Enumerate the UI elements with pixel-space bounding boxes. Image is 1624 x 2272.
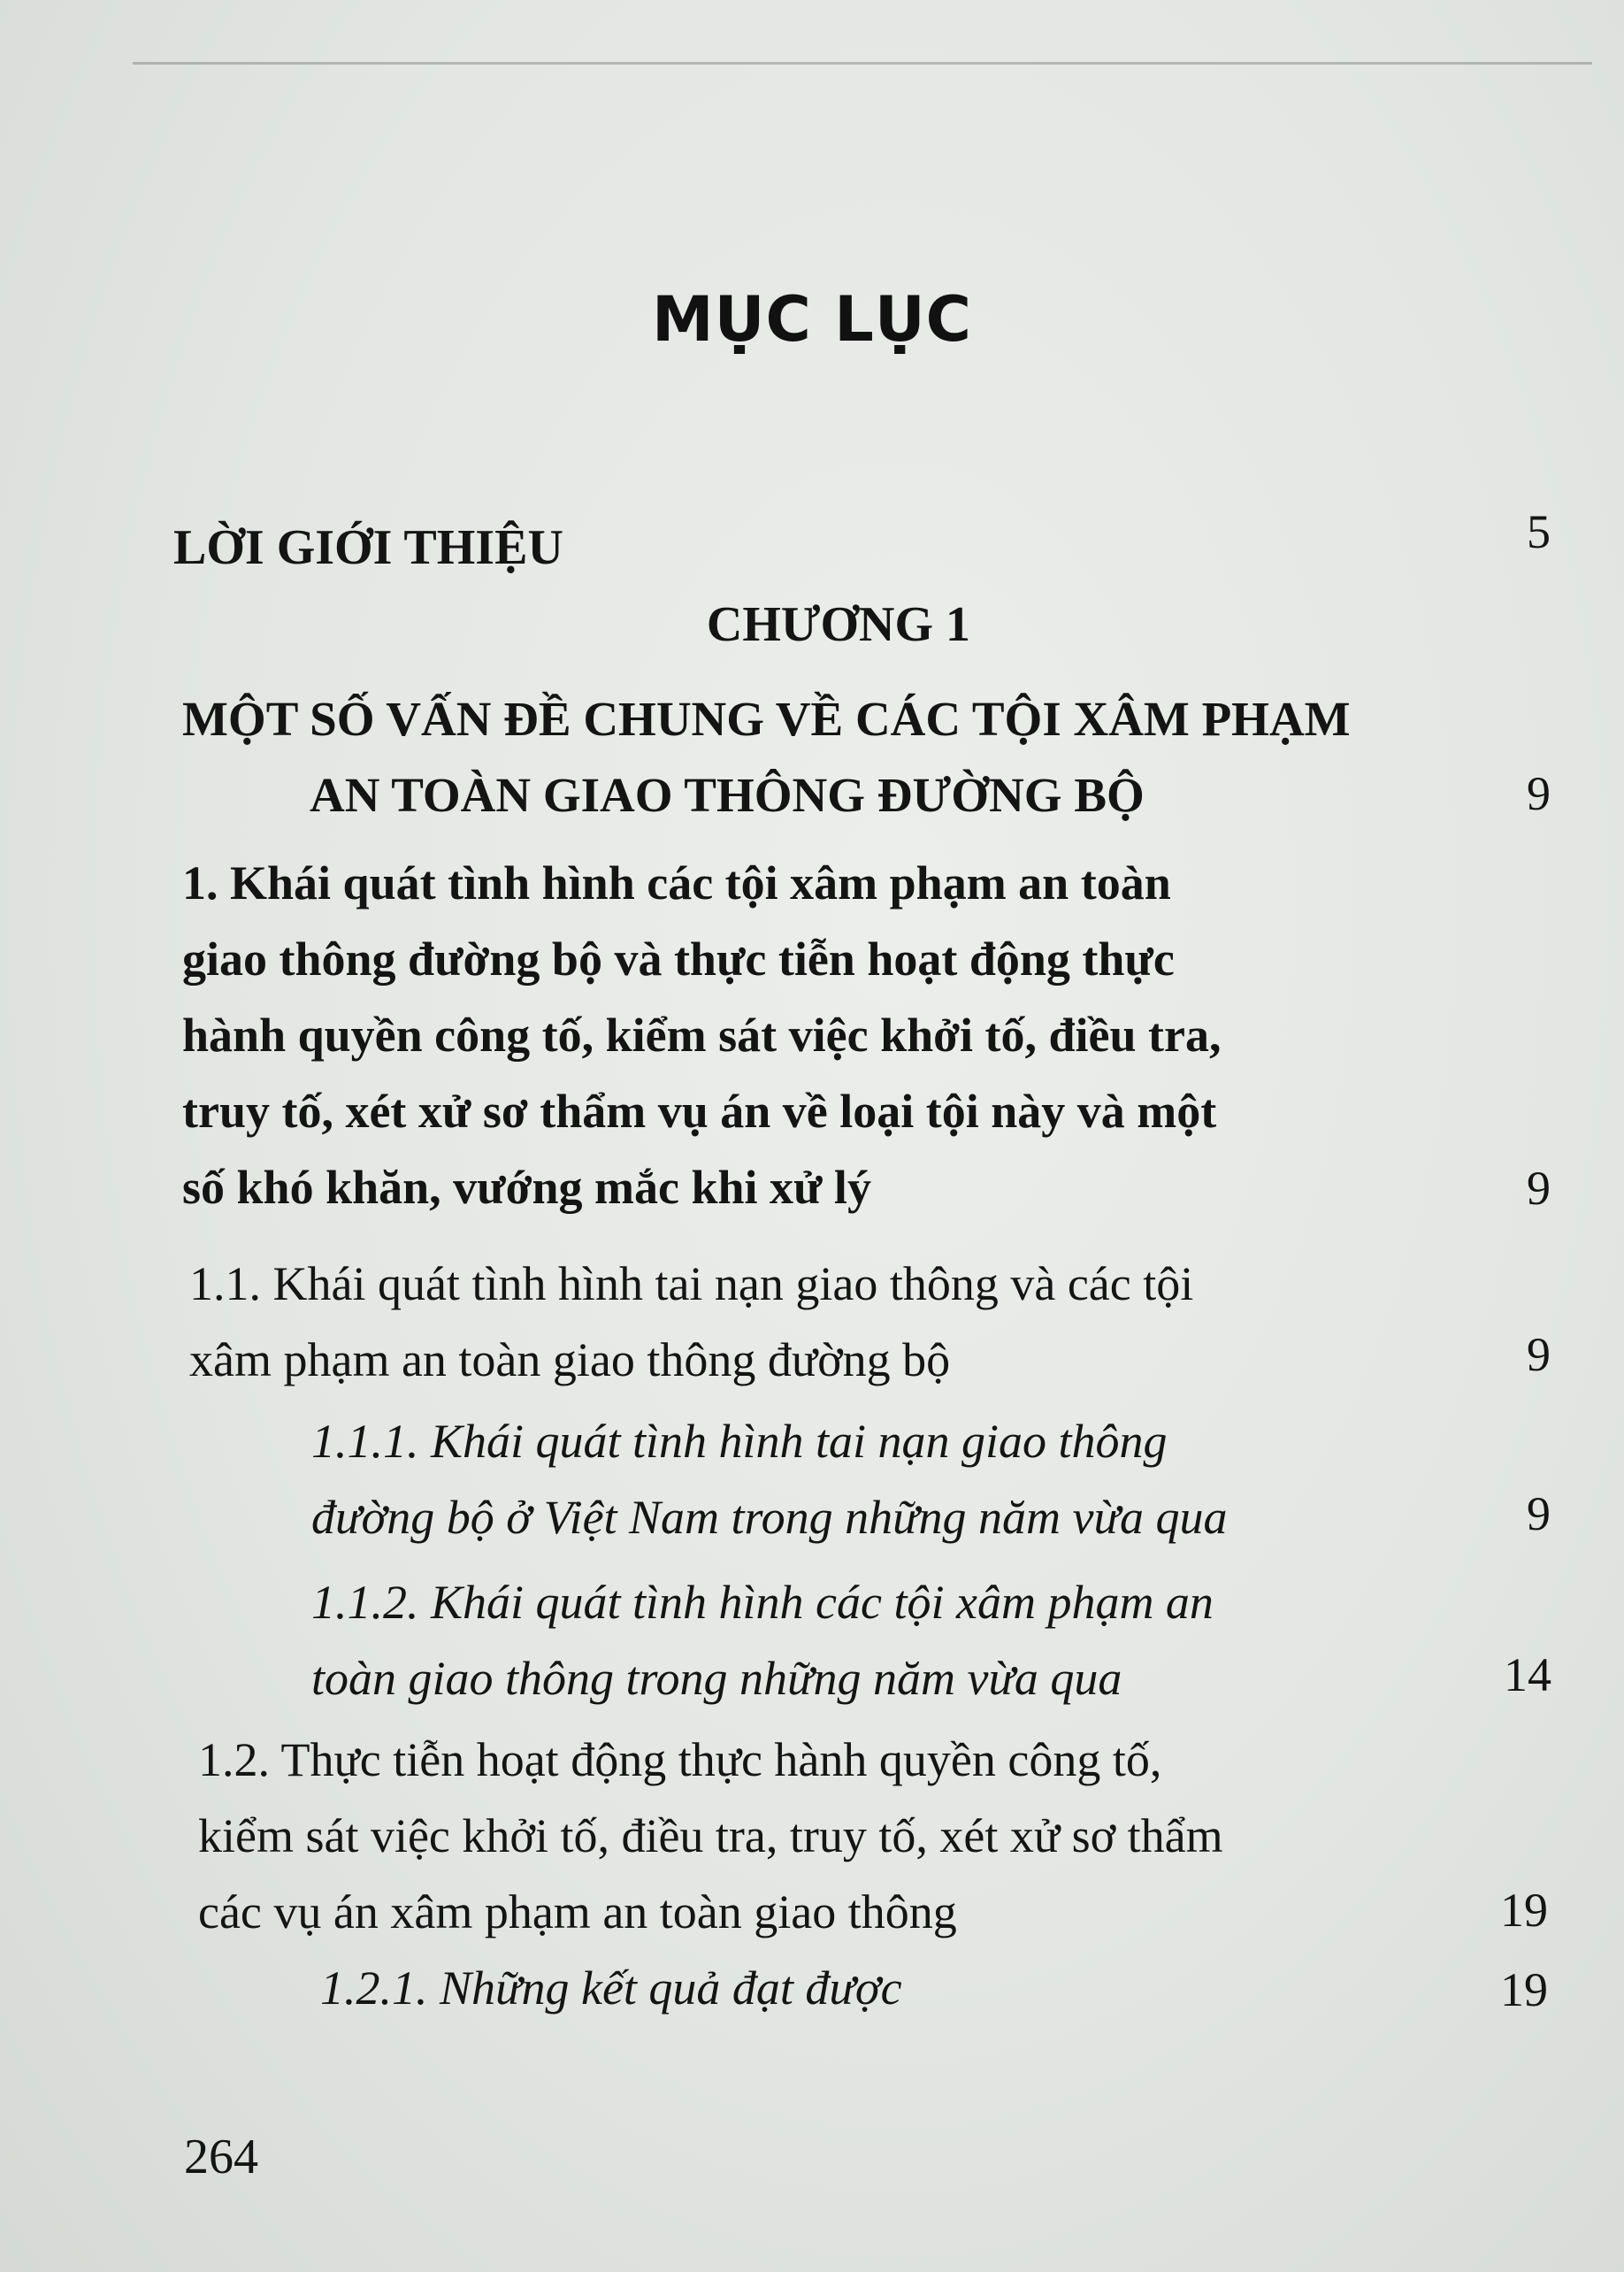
toc-page-1-1: 9 <box>1527 1328 1551 1381</box>
toc-page-section-1: 9 <box>1527 1162 1551 1215</box>
toc-page-1-1-1: 9 <box>1527 1487 1551 1540</box>
toc-line: số khó khăn, vướng mắc khi xử lý <box>182 1161 871 1214</box>
toc-line: 1.1. Khái quát tình hình tai nạn giao thông và các tội <box>189 1257 1194 1310</box>
toc-page-intro: 5 <box>1527 505 1551 558</box>
toc-entry-intro[interactable] <box>173 510 1500 586</box>
toc-line: 1.2.1. Những kết quả đạt được <box>320 1961 902 2015</box>
toc-line: 1.1.1. Khái quát tình hình tai nạn giao thông <box>311 1415 1168 1468</box>
toc-entry-label: LỜI GIỚI THIỆU <box>173 520 563 575</box>
chapter-title-line-1[interactable]: MỘT SỐ VẤN ĐỀ CHUNG VỀ CÁC TỘI XÂM PHẠM <box>182 692 1351 746</box>
toc-entry-section-1[interactable] <box>182 845 1373 1225</box>
page-number: 264 <box>184 2130 258 2184</box>
toc-entry-1-2-1[interactable] <box>320 1950 1382 2026</box>
toc-title: MỤC LỤC <box>651 283 973 356</box>
toc-line: giao thông đường bộ và thực tiễn hoạt động thực <box>182 933 1175 986</box>
toc-entry-1-2[interactable] <box>198 1722 1369 1950</box>
toc-entry-1-1-1[interactable] <box>311 1403 1376 1555</box>
toc-line: kiểm sát việc khởi tố, điều tra, truy tố, xét xử sơ thẩm <box>198 1809 1223 1862</box>
toc-line: các vụ án xâm phạm an toàn giao thông <box>198 1885 957 1938</box>
toc-line: 1.2. Thực tiễn hoạt động thực hành quyền công tố, <box>198 1733 1162 1786</box>
toc-page-1-2: 19 <box>1500 1884 1548 1937</box>
toc-line: 1.1.2. Khái quát tình hình các tội xâm phạm an <box>311 1576 1214 1629</box>
toc-entry-1-1-2[interactable] <box>311 1564 1376 1716</box>
toc-line: đường bộ ở Việt Nam trong những năm vừa qua <box>311 1491 1228 1544</box>
toc-line: 1. Khái quát tình hình các tội xâm phạm an toàn <box>182 856 1171 910</box>
chapter-label: CHƯƠNG 1 <box>706 597 971 652</box>
chapter-title-line-2[interactable]: AN TOÀN GIAO THÔNG ĐƯỜNG BỘ <box>310 768 1145 822</box>
toc-line: xâm phạm an toàn giao thông đường bộ <box>189 1333 951 1386</box>
toc-entry-1-1[interactable] <box>189 1246 1380 1398</box>
toc-line: hành quyền công tố, kiểm sát việc khởi tố, điều tra, <box>182 1009 1222 1062</box>
toc-line: toàn giao thông trong những năm vừa qua <box>311 1652 1122 1705</box>
toc-page-1-2-1: 19 <box>1500 1963 1548 2016</box>
toc-line: truy tố, xét xử sơ thẩm vụ án về loại tội này và một <box>182 1085 1217 1138</box>
toc-page-chapter: 9 <box>1527 767 1551 820</box>
toc-page-1-1-2: 14 <box>1504 1648 1551 1701</box>
header-rule-bleed <box>133 62 1592 65</box>
